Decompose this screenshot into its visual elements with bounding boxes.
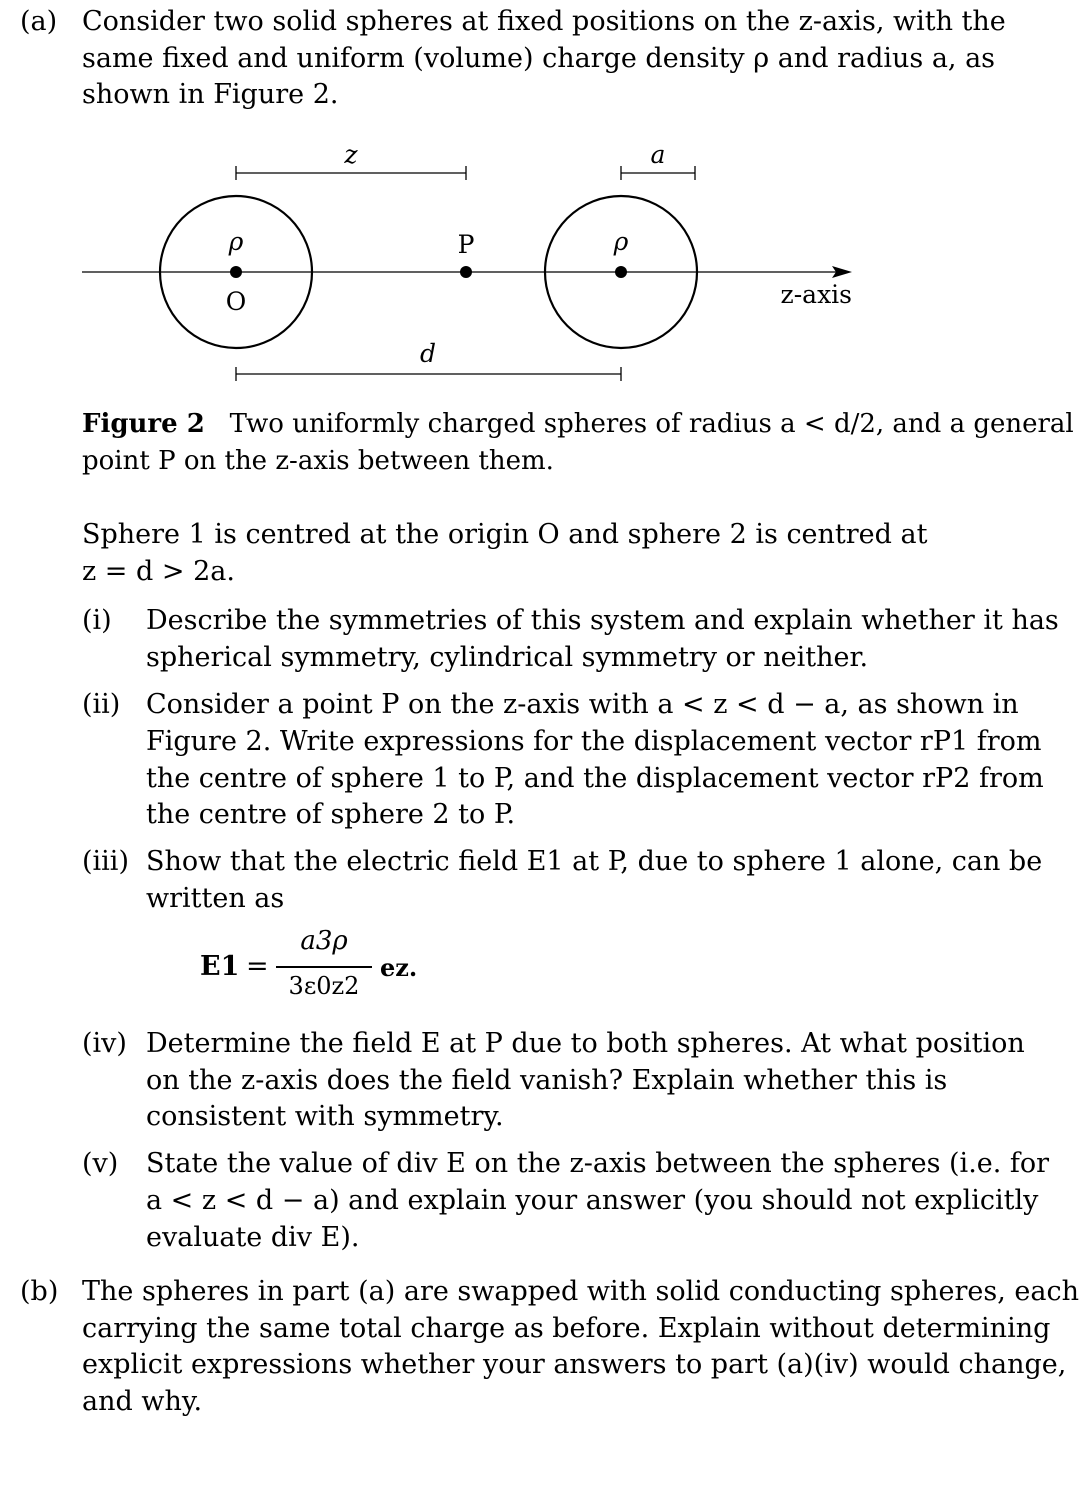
- part-b-line-2: carrying the same total charge as before. Explain without determining: [82, 1313, 1051, 1344]
- intro-line-2: same fixed and uniform (volume) charge density ρ and radius a, as: [82, 43, 996, 74]
- question-iv-line-3: consistent with symmetry.: [146, 1101, 504, 1132]
- figure-caption-line-2: point P on the z-axis between them.: [82, 446, 554, 476]
- intro-line-3: shown in Figure 2.: [82, 79, 339, 110]
- equation-equals: =: [246, 951, 269, 982]
- fraction-bar: [276, 966, 372, 968]
- question-ii-line-2: Figure 2. Write expressions for the displacement vector rP1 from: [146, 726, 1042, 757]
- intro-line-1: Consider two solid spheres at fixed positions on the z-axis, with the: [82, 6, 1006, 37]
- figure-caption-text-1: Two uniformly charged spheres of radius a < d/2, and a general: [229, 409, 1074, 439]
- question-iv-line-1: Determine the field E at P due to both spheres. At what position: [146, 1028, 1025, 1059]
- question-ii-line-3: the centre of sphere 1 to P, and the displacement vector rP2 from: [146, 763, 1044, 794]
- question-ii-label: (ii): [82, 689, 121, 720]
- point-p: [460, 266, 472, 278]
- rho-right-label: ρ: [613, 227, 629, 256]
- origin-point: [230, 266, 242, 278]
- rho-left-label: ρ: [228, 227, 244, 256]
- p-label: P: [457, 230, 475, 259]
- part-b-label: (b): [20, 1276, 59, 1307]
- question-v-line-1: State the value of div E on the z-axis between the spheres (i.e. for: [146, 1148, 1050, 1179]
- question-ii-line-4: the centre of sphere 2 to P.: [146, 799, 516, 830]
- equation-e1: [200, 928, 440, 1008]
- question-iv-line-2: on the z-axis does the field vanish? Explain whether this is: [146, 1065, 948, 1096]
- figure-caption-line-1: [82, 411, 1074, 437]
- question-iii-line-2: written as: [146, 883, 285, 914]
- a-span-label: a: [650, 140, 666, 169]
- figure-caption-title: Figure 2: [82, 409, 205, 439]
- equation-unit: ez.: [380, 953, 418, 982]
- part-b-line-1: The spheres in part (a) are swapped with solid conducting spheres, each: [82, 1276, 1080, 1307]
- question-iii-label: (iii): [82, 846, 129, 877]
- z-axis-label: z-axis: [780, 280, 852, 309]
- setup-line-2: z = d > 2a.: [82, 556, 235, 587]
- z-span-label: z: [344, 140, 358, 169]
- question-iv-label: (iv): [82, 1028, 127, 1059]
- question-v-line-3: evaluate div E).: [146, 1222, 360, 1253]
- question-ii-line-1: Consider a point P on the z-axis with a < z < d − a, as shown in: [146, 689, 1019, 720]
- question-iii-line-1: Show that the electric field E1 at P, due to sphere 1 alone, can be: [146, 846, 1043, 877]
- question-i-line-1: Describe the symmetries of this system and explain whether it has: [146, 605, 1059, 636]
- equation-lhs: E1: [200, 951, 240, 982]
- question-i-line-2: spherical symmetry, cylindrical symmetry or neither.: [146, 642, 869, 673]
- question-i-label: (i): [82, 605, 112, 636]
- equation-numerator: a3ρ: [300, 926, 348, 956]
- part-b-line-3: explicit expressions whether your answers to part (a)(iv) would change,: [82, 1349, 1067, 1380]
- origin-label: O: [225, 287, 247, 316]
- d-span-label: d: [419, 339, 437, 368]
- equation-denominator: 3ε0z2: [288, 972, 360, 1000]
- part-a-label: (a): [20, 6, 58, 37]
- sphere-2-center-point: [615, 266, 627, 278]
- setup-line-1: Sphere 1 is centred at the origin O and sphere 2 is centred at: [82, 519, 928, 550]
- part-b-line-4: and why.: [82, 1386, 203, 1417]
- question-v-line-2: a < z < d − a) and explain your answer (you should not explicitly: [146, 1185, 1039, 1216]
- question-v-label: (v): [82, 1148, 119, 1179]
